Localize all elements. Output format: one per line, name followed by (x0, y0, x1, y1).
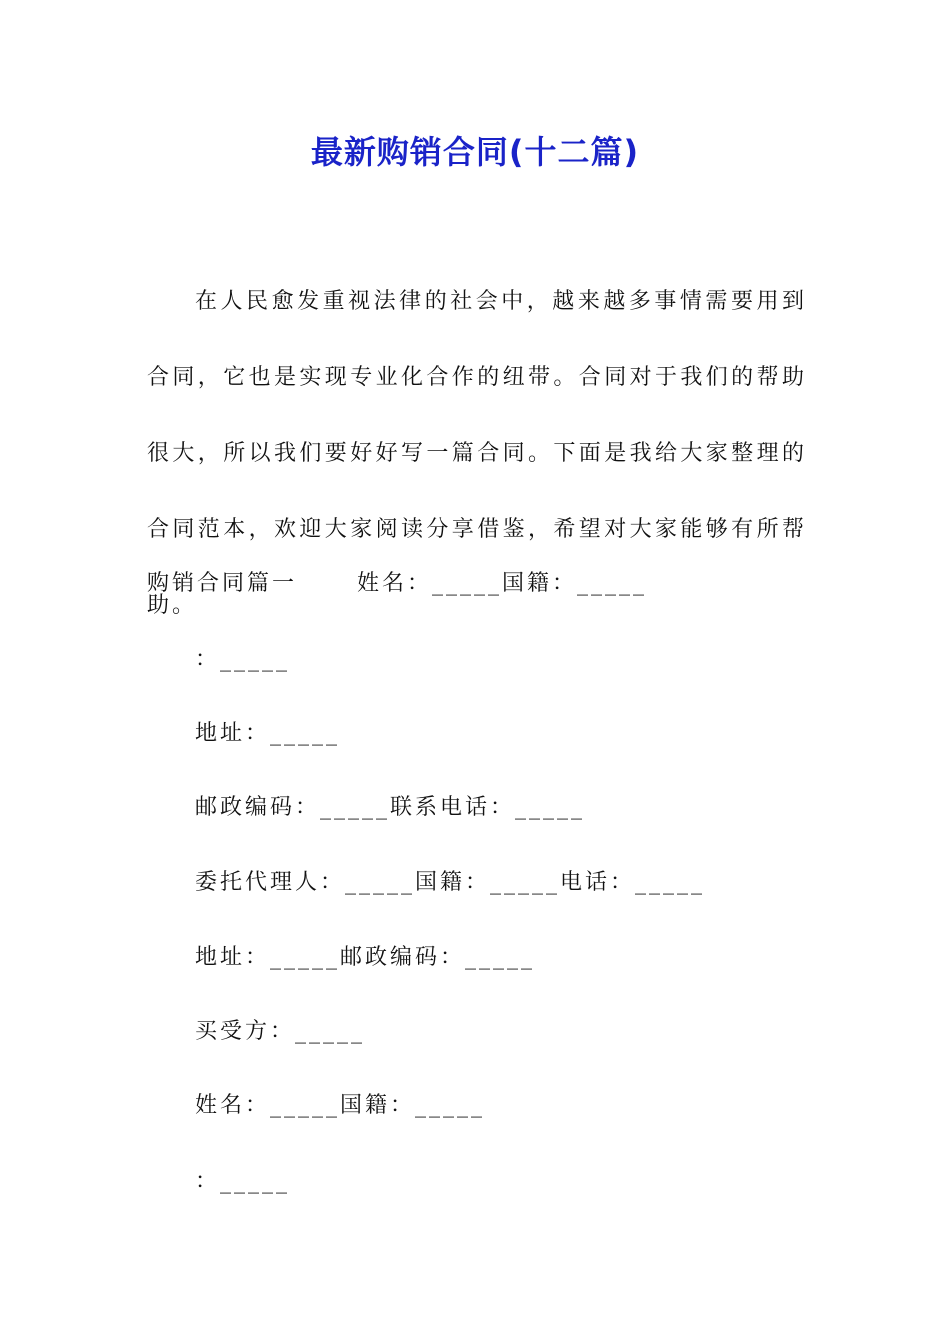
form-line-blank-2: ：_____ (195, 1169, 291, 1194)
form-line-postcode-phone: 邮政编码：_____联系电话：_____ (195, 795, 586, 820)
form-line-agent-address: 地址：_____邮政编码：_____ (195, 945, 536, 970)
form-line-buyer-name: 姓名：_____国籍：_____ (195, 1093, 486, 1118)
section-heading-line: 购销合同篇一 姓名：_____国籍：_____ (147, 571, 647, 596)
intro-paragraph: 在人民愈发重视法律的社会中，越来越多事情需要用到合同，它也是实现专业化合作的纽带。合同对于我们的帮助很大，所以我们要好好写一篇合同。下面是我给大家整理的合同范本，欢迎大家阅读分享借鉴，希望对大家能够有所帮助。 (147, 289, 807, 618)
form-line-buyer: 买受方：_____ (195, 1019, 366, 1044)
form-line-address: 地址：_____ (195, 721, 341, 746)
form-line-blank-1: ：_____ (195, 647, 291, 672)
form-line-agent: 委托代理人：_____国籍：_____电话：_____ (195, 870, 706, 895)
document-title: 最新购销合同(十二篇) (310, 133, 640, 171)
